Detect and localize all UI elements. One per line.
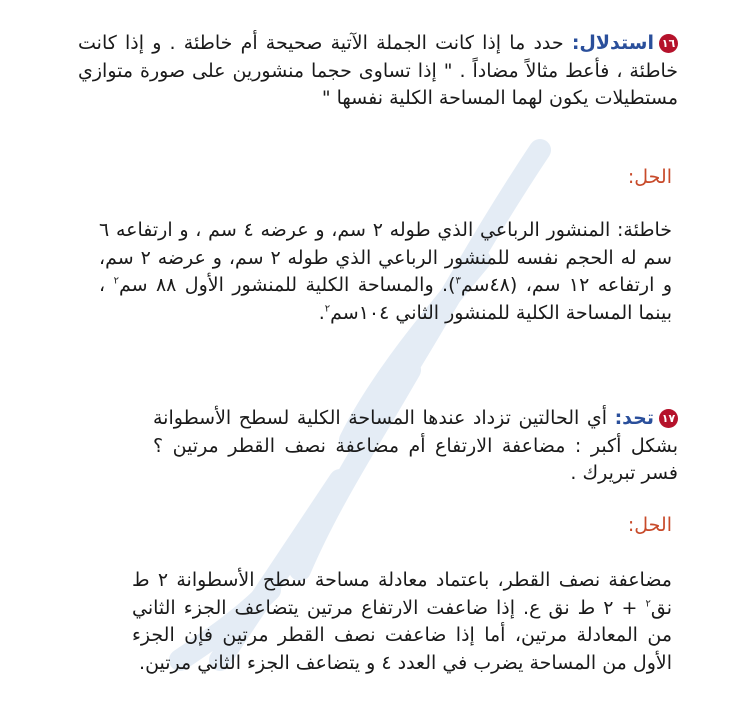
question-16 — [78, 30, 678, 113]
solution-16-part1: خاطئة: المنشور الرباعي الذي طوله ٢ سم، و عرضه ٤ سم ، و ارتفاعه ٦ سم له الحجم نفسه للمنشور الرباعي الذي طوله ٢ سم، و عرضه ٢ سم، و ارتفاعه ١٢ سم، (٤٨سم — [99, 219, 673, 296]
solution-label-17: الحل: — [627, 514, 672, 536]
solution-17-part2: + ٢ ط نق ع. إذا ضاعفت الارتفاع مرتين يتضاعف الجزء الثاني من المعادلة مرتين، أما إذا ضاعفت نصف القطر مرتين فإن الجزء الأول من المساحة يضرب في العدد ٤ و يتضاعف الجزء الثاني مرتين. — [132, 596, 672, 674]
question-number-badge: ١٦ — [659, 34, 678, 53]
question-type-label: تحد: — [614, 407, 654, 429]
question-text: حدد ما إذا كانت الجملة الآتية صحيحة أم خاطئة . و إذا كانت خاطئة ، فأعط مثالاً مضاداً . " إذا تساوى حجما منشورين على صورة متوازي مستطيلات يكون لهما المساحة الكلية نفسها " — [78, 32, 678, 109]
superscript: ٢ — [113, 275, 119, 287]
solution-label-16: الحل: — [627, 166, 672, 188]
solution-16-part4: . — [318, 301, 325, 324]
solution-17-part1: مضاعفة نصف القطر، باعتماد معادلة مساحة سطح الأسطوانة ٢ ط نق — [132, 569, 673, 619]
solution-16-part3: ، بينما المساحة الكلية للمنشور الثاني ١٠٤سم — [99, 274, 672, 324]
question-17 — [153, 405, 678, 488]
superscript: ٢ — [324, 303, 331, 315]
question-text: أي الحالتين تزداد عندها المساحة الكلية لسطح الأسطوانة بشكل أكبر : مضاعفة الارتفاع أم مضاعفة نصف القطر مرتين ؟ فسر تبريرك . — [153, 407, 678, 484]
superscript: ٣ — [455, 275, 461, 287]
solution-16-part2: ). والمساحة الكلية للمنشور الأول ٨٨ سم — [118, 274, 456, 296]
solution-16-text — [99, 217, 672, 327]
solution-17-text — [132, 567, 672, 677]
question-type-label: استدلال: — [571, 32, 654, 54]
question-number-badge: ١٧ — [659, 409, 678, 428]
superscript: ٢ — [645, 598, 651, 610]
